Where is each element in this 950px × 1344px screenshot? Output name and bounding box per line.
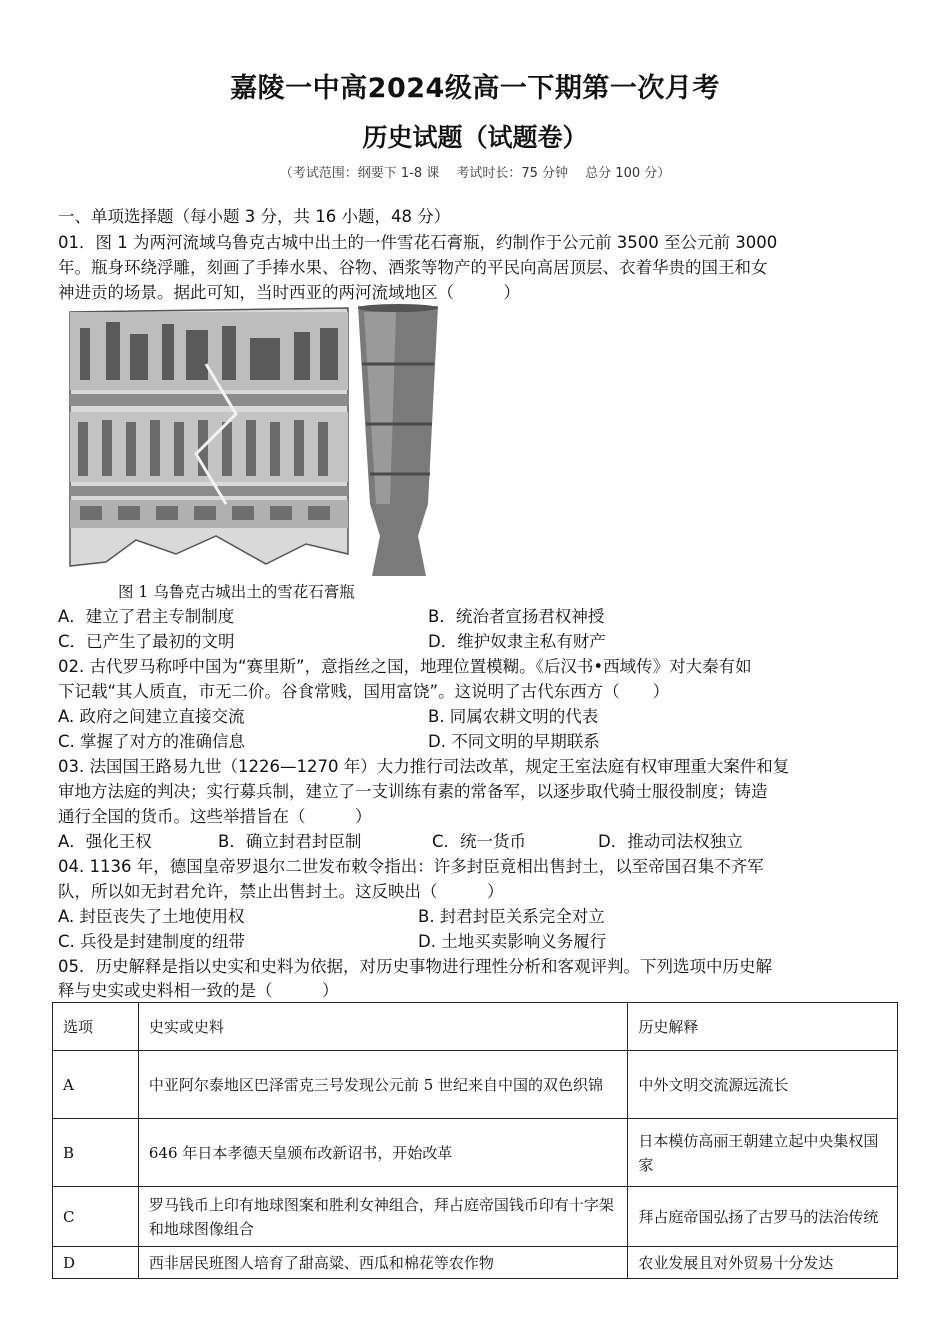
q1-option-c[interactable]: C．已产生了最初的文明 [58, 632, 235, 651]
table-cell-option: C [53, 1187, 139, 1247]
q4-line-1: 04. 1136 年，德国皇帝罗退尔二世发布敕令指出：许多封臣竟相出售封土，以至帝国召集不齐军 [58, 857, 764, 876]
table-cell-option: A [53, 1051, 139, 1119]
q1-option-a[interactable]: A．建立了君主专制制度 [58, 607, 235, 626]
q4-option-c[interactable]: C. 兵役是封建制度的纽带 [58, 932, 246, 951]
table-row [53, 1187, 898, 1247]
table-cell-interpretation: 农业发展且对外贸易十分发达 [628, 1247, 898, 1279]
exam-meta: （考试范围：纲要下 1-8 课 考试时长：75 分钟 总分 100 分） [279, 166, 671, 181]
table-cell-source: 罗马钱币上印有地球图案和胜利女神组合，拜占庭帝国钱币印有十字架和地球图像组合 [138, 1187, 627, 1247]
section-heading: 一、单项选择题（每小题 3 分，共 16 小题，48 分） [58, 207, 451, 226]
figure-caption: 图 1 乌鲁克古城出土的雪花石膏瓶 [118, 583, 355, 601]
exam-subtitle: 历史试题（试题卷） [362, 123, 588, 152]
table-header-cell: 史实或史料 [138, 1003, 627, 1051]
q1-option-d[interactable]: D．维护奴隶主私有财产 [428, 632, 606, 651]
table-cell-option: B [53, 1119, 139, 1187]
table-header-row [53, 1003, 898, 1051]
q2-option-c[interactable]: C. 掌握了对方的准确信息 [58, 732, 246, 751]
table-row [53, 1051, 898, 1119]
q4-option-b[interactable]: B. 封君封臣关系完全对立 [418, 907, 605, 926]
q2-line-2: 下记载“其人质直，市无二价。谷食常贱，国用富饶”。这说明了古代东西方（ ） [58, 682, 670, 701]
table-cell-interpretation: 日本模仿高丽王朝建立起中央集权国家 [628, 1119, 898, 1187]
exam-title: 嘉陵一中高2024级高一下期第一次月考 [230, 73, 720, 104]
q1-line-2: 年。瓶身环绕浮雕，刻画了手捧水果、谷物、酒浆等物产的平民向高居顶层、衣着华贵的国王和女 [58, 258, 768, 277]
q2-option-a[interactable]: A. 政府之间建立直接交流 [58, 707, 245, 726]
q3-option-b[interactable]: B．确立封君封臣制 [218, 832, 362, 851]
q1-option-b[interactable]: B．统治者宣扬君权神授 [428, 607, 605, 626]
alabaster-vase-figure [66, 304, 444, 578]
table-cell-interpretation: 中外文明交流源远流长 [628, 1051, 898, 1119]
q5-line-2: 释与史实或史料相一致的是（ ） [58, 981, 339, 1000]
relief-drawing [70, 308, 348, 566]
q3-option-c[interactable]: C．统一货币 [432, 832, 527, 851]
table-cell-option: D [53, 1247, 139, 1279]
q3-option-d[interactable]: D．推动司法权独立 [598, 832, 743, 851]
q1-line-1: 01．图 1 为两河流域乌鲁克古城中出土的一件雪花石膏瓶，约制作于公元前 3500 至公元前 3000 [58, 233, 778, 252]
table-cell-source: 646 年日本孝德天皇颁布改新诏书，开始改革 [138, 1119, 627, 1187]
q5-line-1: 05．历史解释是指以史实和史料为依据，对历史事物进行理性分析和客观评判。下列选项中历史解 [58, 957, 772, 976]
q3-option-a[interactable]: A．强化王权 [58, 832, 152, 851]
q4-option-a[interactable]: A. 封臣丧失了土地使用权 [58, 907, 245, 926]
q5-table [52, 1002, 898, 1279]
q2-option-d[interactable]: D. 不同文明的早期联系 [428, 732, 600, 751]
table-header-cell: 历史解释 [628, 1003, 898, 1051]
table-cell-source: 中亚阿尔泰地区巴泽雷克三号发现公元前 5 世纪来自中国的双色织锦 [138, 1051, 627, 1119]
q3-line-2: 审地方法庭的判决；实行募兵制，建立了一支训练有素的常备军，以逐步取代骑士服役制度；铸造 [58, 782, 768, 801]
q4-line-2: 队，所以如无封君允许，禁止出售封土。这反映出（ ） [58, 882, 504, 901]
table-row [53, 1247, 898, 1279]
q3-line-3: 通行全国的货币。这些举措旨在（ ） [58, 807, 372, 826]
vase-photo [358, 304, 438, 576]
q2-line-1: 02. 古代罗马称呼中国为“赛里斯”，意指丝之国，地理位置模糊。《后汉书•西域传》对大秦有如 [58, 657, 752, 676]
q1-line-3: 神进贡的场景。据此可知，当时西亚的两河流域地区（ ） [58, 283, 520, 302]
table-cell-interpretation: 拜占庭帝国弘扬了古罗马的法治传统 [628, 1187, 898, 1247]
q4-option-d[interactable]: D. 土地买卖影响义务履行 [418, 932, 607, 951]
q3-line-1: 03. 法国国王路易九世（1226—1270 年）大力推行司法改革，规定王室法庭有权审理重大案件和复 [58, 757, 790, 776]
table-row [53, 1119, 898, 1187]
table-header-cell: 选项 [53, 1003, 139, 1051]
q2-option-b[interactable]: B. 同属农耕文明的代表 [428, 707, 599, 726]
table-cell-source: 西非居民班图人培育了甜高粱、西瓜和棉花等农作物 [138, 1247, 627, 1279]
